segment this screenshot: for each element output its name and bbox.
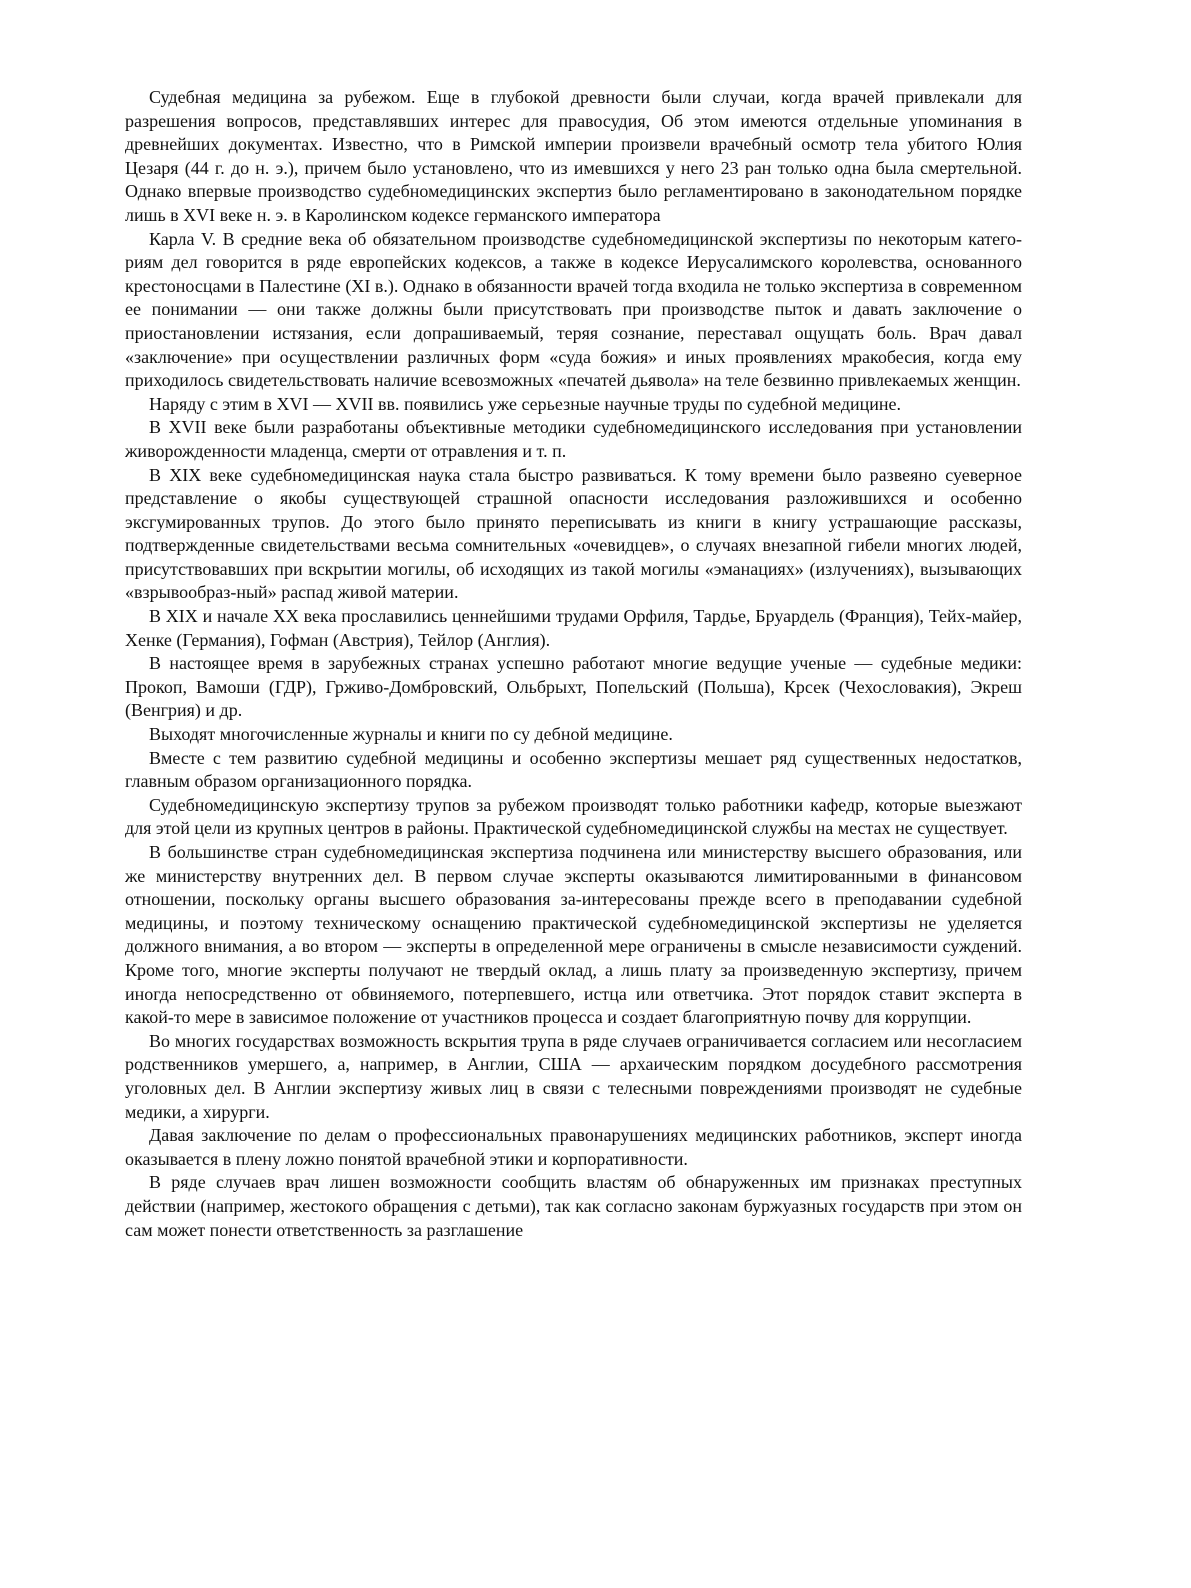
document-page: [125, 86, 1022, 1242]
paragraph-6: В XIX и начале XX века прославились ценнейшими трудами Орфиля, Тардье, Бруардель (Франция), Тейх-майер, Хенке (Германия), Гофман (Австрия), Тейлор (Англия).: [125, 606, 1022, 650]
paragraph-14: В ряде случаев врач лишен возможности сообщить властям об обнаруженных им признаках преступных действии (например, жестокого обращения с детьми), так как согласно законам буржуазных государств при этом он сам может понести ответственность за разглашение: [125, 1172, 1022, 1240]
paragraph-13: Давая заключение по делам о профессиональных правонарушениях медицинских работников, эксперт иногда оказывается в плену ложно понятой врачебной этики и корпоративности.: [125, 1125, 1022, 1169]
paragraph-2: Карла V. В средние века об обязательном производстве судебномедицинской экспертизы по некоторым катего-риям дел говорится в ряде европейских кодексов, а также в кодексе Иерусалимского королевства, основанного крестоносцами в Палестине (XI в.). Однако в обязанности врачей тогда входила не только экспертиза в современном ее понимании — они также должны были присутствовать при производстве пыток и давать заключение о приостановлении истязания, если допрашиваемый, теряя сознание, переставал ощущать боль. Врач давал «заключение» при осуществлении различных форм «суда божия» и иных проявлениях мракобесия, когда ему приходилось свидетельствовать наличие всевозможных «печатей дьявола» на теле безвинно привлекаемых женщин.: [125, 228, 1022, 391]
paragraph-8: Выходят многочисленные журналы и книги по су дебной медицине.: [149, 724, 673, 745]
paragraph-11: В большинстве стран судебномедицинская экспертиза подчинена или министерству высшего образования, или же министерству внутренних дел. В первом случае эксперты оказываются лимитированными в финансовом отношении, поскольку органы высшего образования за-интересованы прежде всего в преподавании судебной медицины, и поэтому техническому оснащению практической судебномедицинской экспертизы не уделяется должного внимания, а во втором — эксперты в определенной мере ограничены в смысле независимости суждений. Кроме того, многие эксперты получают не твердый оклад, а лишь плату за произведенную экспертизу, причем иногда непосредственно от обвиняемого, потерпевшего, истца или ответчика. Этот порядок ставит эксперта в какой-то мере в зависимое положение от участников процесса и создает благоприятную почву для коррупции.: [125, 842, 1022, 1028]
paragraph-9: Вместе с тем развитию судебной медицины и особенно экспертизы мешает ряд существенных недостатков, главным образом организационного порядка.: [125, 747, 1022, 792]
paragraph-5: В XIX веке судебномедицинская наука стала быстро развиваться. К тому времени было развеяно суеверное представление о якобы существующей страшной опасности исследования разложившихся и особенно эксгумированных трупов. До этого было принято переписывать из книги в книгу устрашающие рассказы, подтвержденные свидетельствами весьма сомнительных «очевидцев», о случаях внезапной гибели многих людей, присутствовавших при вскрытии могилы, об исходящих из такой могилы «эманациях» (излучениях), вызывающих «взрывообраз-ный» распад живой материи.: [125, 464, 1022, 603]
paragraph-3: Наряду с этим в XVI — XVII вв. появились уже серьезные научные труды по судебной медицине.: [149, 393, 902, 414]
paragraph-12: Во многих государствах возможность вскрытия трупа в ряде случаев ограничивается согласием или несогласием родственников умершего, а, например, в Англии, США — архаическим порядком досудебного рассмотрения уголовных дел. В Англии экспертизу живых лиц в связи с телесными повреждениями производят не судебные медики, а хирурги.: [125, 1030, 1022, 1122]
paragraph-10: Судебномедицинскую экспертизу трупов за рубежом производят только работники кафедр, которые выезжают для этой цели из крупных центров в районы. Практической судебномедицинской службы на местах не существует.: [125, 794, 1022, 839]
paragraph-4: В XVII веке были разработаны объективные методики судебномедицинского исследования при установлении живорожденности младенца, смерти от отравления и т. п.: [125, 417, 1022, 461]
paragraph-1: Судебная медицина за рубежом. Еще в глубокой древности были случаи, когда врачей привлекали для разрешения вопросов, представлявших интерес для правосудия, Об этом имеются отдельные упоминания в древнейших документах. Известно, что в Римской империи произвели врачебный осмотр тела убитого Юлия Цезаря (44 г. до н. э.), причем было установлено, что из имевшихся у него 23 ран только одна была смертельной. Однако впервые производство судебномедицинских экспертиз было регламентировано в законодательном порядке лишь в XVI веке н. э. в Каролинском кодексе германского императора: [125, 87, 1022, 225]
paragraph-7: В настоящее время в зарубежных странах успешно работают многие ведущие ученые — судебные медики: Прокоп, Вамоши (ГДР), Грживо-Домбровский, Ольбрыхт, Попельский (Польша), Крсек (Чехословакия), Экреш (Венгрия) и др.: [125, 653, 1022, 721]
